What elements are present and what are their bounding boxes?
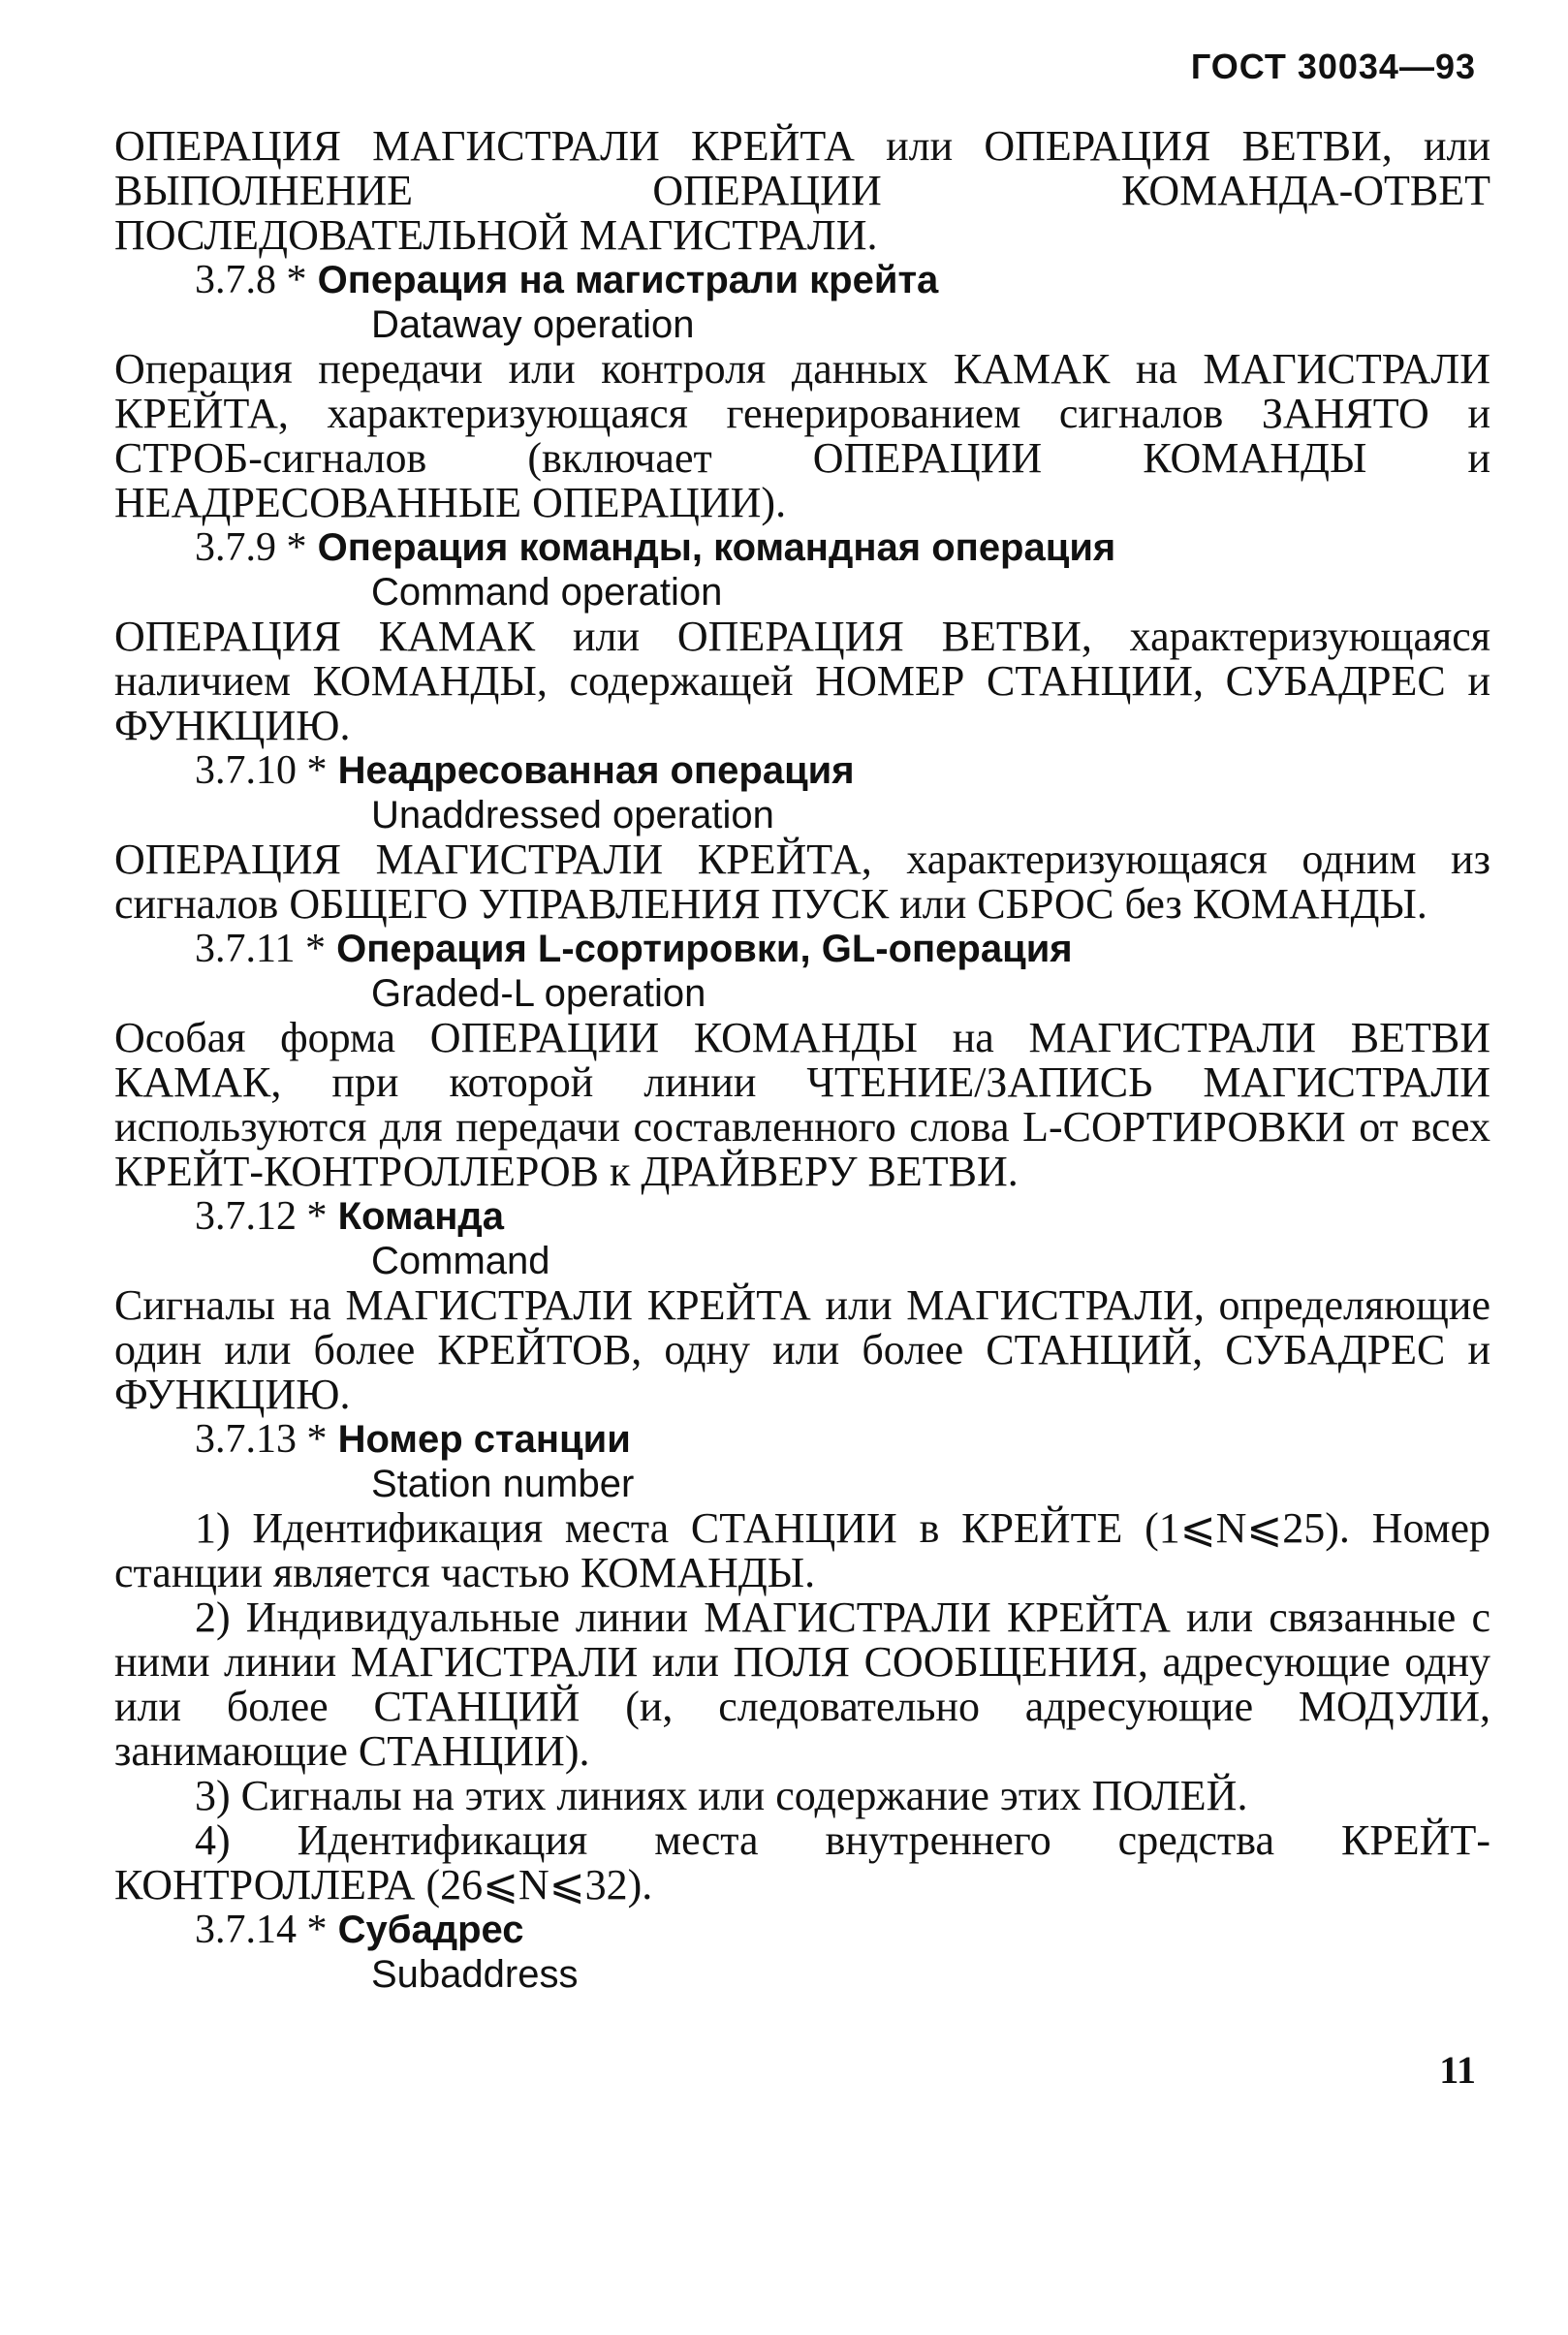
definition: Операция передачи или контроля данных КАМАК на МАГИСТРАЛИ КРЕЙТА, характеризующаяся генерированием сигналов ЗАНЯТО и СТРОБ-сигналов (включает ОПЕРАЦИИ КОМАНДЫ и НЕАДРЕСОВАННЫЕ ОПЕРАЦИИ).	[114, 345, 1490, 526]
definition: Сигналы на МАГИСТРАЛИ КРЕЙТА или МАГИСТРАЛИ, определяющие один или более КРЕЙТОВ, одну или более СТАНЦИЙ, СУБАДРЕС и ФУНКЦИЮ.	[114, 1281, 1490, 1418]
term-heading	[114, 748, 1490, 793]
term-title: Номер станции	[337, 1418, 631, 1461]
term-heading	[114, 258, 1490, 302]
term-heading	[114, 1194, 1490, 1239]
term-title: Субадрес	[337, 1909, 524, 1951]
term-heading	[114, 1908, 1490, 1952]
english-term: Dataway operation	[371, 303, 695, 346]
english-term: Unaddressed operation	[371, 794, 774, 836]
definition: ОПЕРАЦИЯ МАГИСТРАЛИ КРЕЙТА, характеризующаяся одним из сигналов ОБЩЕГО УПРАВЛЕНИЯ ПУСК или СБРОС без КОМАНДЫ.	[114, 836, 1490, 928]
numbered-item: 3) Сигналы на этих линиях или содержание этих ПОЛЕЙ.	[195, 1772, 1248, 1819]
standard-header: ГОСТ 30034—93	[1190, 47, 1476, 86]
english-term: Command operation	[371, 571, 723, 614]
numbered-item: 4) Идентификация места внутреннего средства КРЕЙТ-КОНТРОЛЛЕРА (26⩽N⩽32).	[114, 1816, 1490, 1909]
numbered-item: 1) Идентификация места СТАНЦИИ в КРЕЙТЕ (1⩽N⩽25). Номер станции является частью КОМАНДЫ.	[114, 1504, 1490, 1596]
term-number: 3.7.8 *	[195, 258, 307, 302]
term-title: Операция на магистрали крейта	[317, 259, 939, 301]
term-title: Операция команды, командная операция	[317, 526, 1116, 569]
english-term: Command	[371, 1240, 550, 1282]
term-number: 3.7.14 *	[195, 1908, 328, 1952]
term-number: 3.7.13 *	[195, 1417, 328, 1462]
paragraph: ОПЕРАЦИЯ МАГИСТРАЛИ КРЕЙТА или ОПЕРАЦИЯ ВЕТВИ, или ВЫПОЛНЕНИЕ ОПЕРАЦИИ КОМАНДА-ОТВЕТ ПОСЛЕДОВАТЕЛЬНОЙ МАГИСТРАЛИ.	[114, 122, 1490, 259]
english-term: Subaddress	[371, 1953, 579, 1996]
term-title: Операция L-сортировки, GL-операция	[336, 928, 1073, 970]
document-body	[114, 124, 1490, 1997]
term-heading	[114, 1417, 1490, 1462]
definition: ОПЕРАЦИЯ КАМАК или ОПЕРАЦИЯ ВЕТВИ, характеризующаяся наличием КОМАНДЫ, содержащей НОМЕР СТАНЦИИ, СУБАДРЕС и ФУНКЦИЮ.	[114, 613, 1490, 749]
term-title: Неадресованная операция	[337, 749, 855, 792]
term-number: 3.7.12 *	[195, 1194, 328, 1239]
term-heading	[114, 927, 1490, 971]
english-term: Station number	[371, 1463, 635, 1505]
term-title: Команда	[337, 1195, 505, 1238]
term-number: 3.7.10 *	[195, 748, 328, 793]
english-term: Graded-L operation	[371, 972, 706, 1015]
page-number: 11	[1439, 2048, 1476, 2092]
term-heading	[114, 525, 1490, 570]
definition: Особая форма ОПЕРАЦИИ КОМАНДЫ на МАГИСТРАЛИ ВЕТВИ КАМАК, при которой линии ЧТЕНИЕ/ЗАПИСЬ МАГИСТРАЛИ используются для передачи составленного слова L-СОРТИРОВКИ от всех КРЕЙТ-КОНТРОЛЛЕРОВ к ДРАЙВЕРУ ВЕТВИ.	[114, 1014, 1490, 1195]
numbered-item: 2) Индивидуальные линии МАГИСТРАЛИ КРЕЙТА или связанные с ними линии МАГИСТРАЛИ или ПОЛЯ СООБЩЕНИЯ, адресующие одну или более СТАНЦИЙ (и, следовательно адресующие МОДУЛИ, занимающие СТАНЦИИ).	[114, 1593, 1490, 1775]
term-number: 3.7.11 *	[195, 927, 326, 971]
term-number: 3.7.9 *	[195, 525, 307, 570]
